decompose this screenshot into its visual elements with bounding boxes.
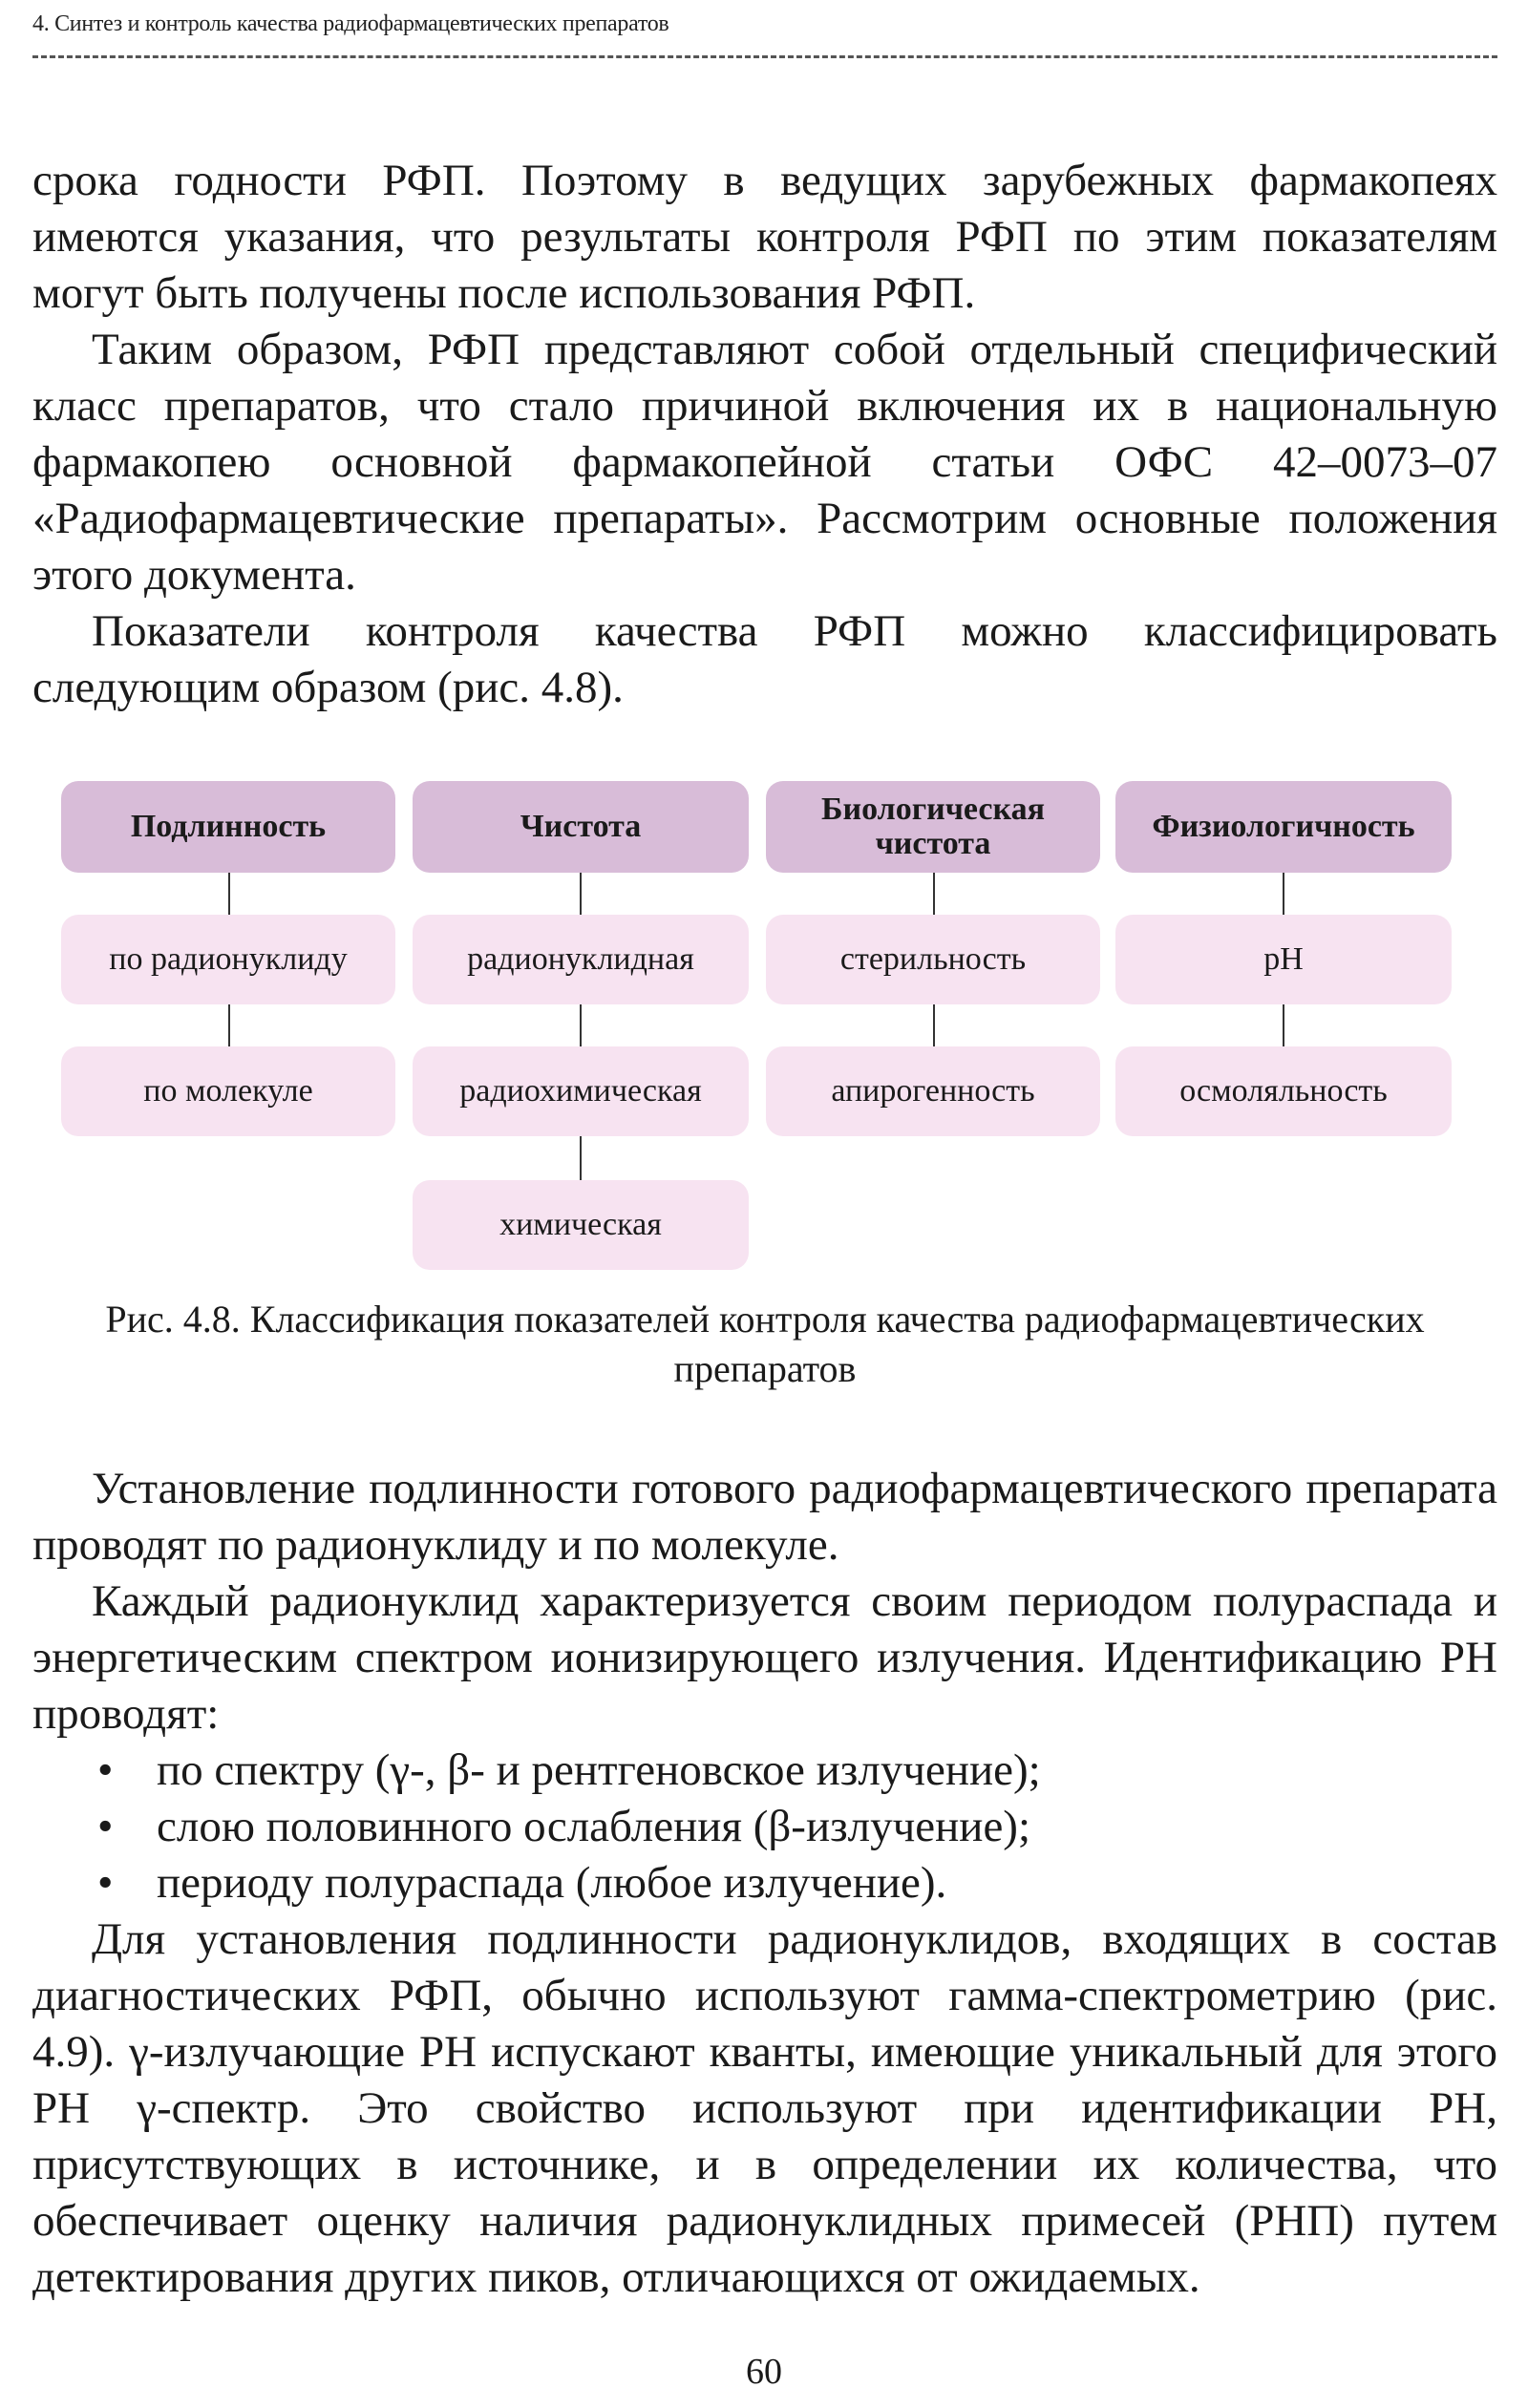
connector [933,1004,935,1046]
diagram-item: по молекуле [61,1046,395,1136]
diagram-item: радионуклидная [413,915,749,1004]
connector [580,1136,582,1180]
diagram-item: химическая [413,1180,749,1270]
bullet-list [32,1743,1497,1912]
connector [1283,1004,1284,1046]
text-block-top [32,153,1497,716]
connector [580,873,582,915]
paragraph: Каждый радионуклид характеризуется своим периодом полураспада и энергетическим спектром ионизирующего излучения. Идентификацию РН проводят: [32,1576,1497,1739]
text-block-bottom [32,1461,1497,2306]
list-item: • слою половинного ослабления (β-излучение); [32,1799,1497,1855]
paragraph: Установление подлинности готового радиофармацевтического препарата проводят по радионуклиду и по молекуле. [32,1464,1497,1570]
paragraph: срока годности РФП. Поэтому в ведущих зарубежных фармакопеях имеются указания, что результаты контроля РФП по этим показателям могут быть получены после использования РФП. [32,156,1497,318]
diagram-item: апирогенность [766,1046,1100,1136]
diagram-header-physiology: Физиологичность [1115,781,1452,873]
diagram-header-biological-purity: Биологическая чистота [766,781,1100,873]
paragraph: Для установления подлинности радионуклидов, входящих в состав диагностических РФП, обычно используют гамма-спектрометрию (рис. 4.9). γ-излучающие РН испускают кванты, имеющие уникальный для этого РН γ-спектр. Это свойство используют при идентификации РН, присутствующих в источнике, и в определении их количества, что обеспечивает оценку наличия радионуклидных примесей (РНП) путем детектирования других пиков, отличающихся от ожидаемых. [32,1914,1497,2302]
paragraph: Таким образом, РФП представляют собой отдельный специфический класс препаратов, что стало причиной включения их в национальную фармакопею основной фармакопейной статьи ОФС 42–0073–07 «Радиофармацевтические препараты». Рассмотрим основные положения этого документа. [32,325,1497,600]
bullet-icon: • [97,1745,114,1795]
diagram-header-authenticity: Подлинность [61,781,395,873]
connector [228,1004,230,1046]
diagram-item: по радионуклиду [61,915,395,1004]
page-number: 60 [746,2352,782,2392]
list-item: • по спектру (γ-, β- и рентгеновское излучение); [32,1743,1497,1799]
figure-caption: Рис. 4.8. Классификация показателей контроля качества радиофармацевтических препаратов [105,1298,1425,1390]
list-item: • периоду полураспада (любое излучение). [32,1855,1497,1912]
diagram-item: радиохимическая [413,1046,749,1136]
diagram-item: осмоляльность [1115,1046,1452,1136]
connector [933,873,935,915]
header-divider [32,55,1497,58]
running-head: 4. Синтез и контроль качества радиофармацевтических препаратов [32,11,669,36]
bullet-icon: • [97,1802,114,1851]
paragraph: Показатели контроля качества РФП можно классифицировать следующим образом (рис. 4.8). [32,606,1497,712]
diagram-item: pH [1115,915,1452,1004]
diagram-item: стерильность [766,915,1100,1004]
connector [228,873,230,915]
diagram-header-purity: Чистота [413,781,749,873]
connector [580,1004,582,1046]
connector [1283,873,1284,915]
bullet-icon: • [97,1858,114,1908]
